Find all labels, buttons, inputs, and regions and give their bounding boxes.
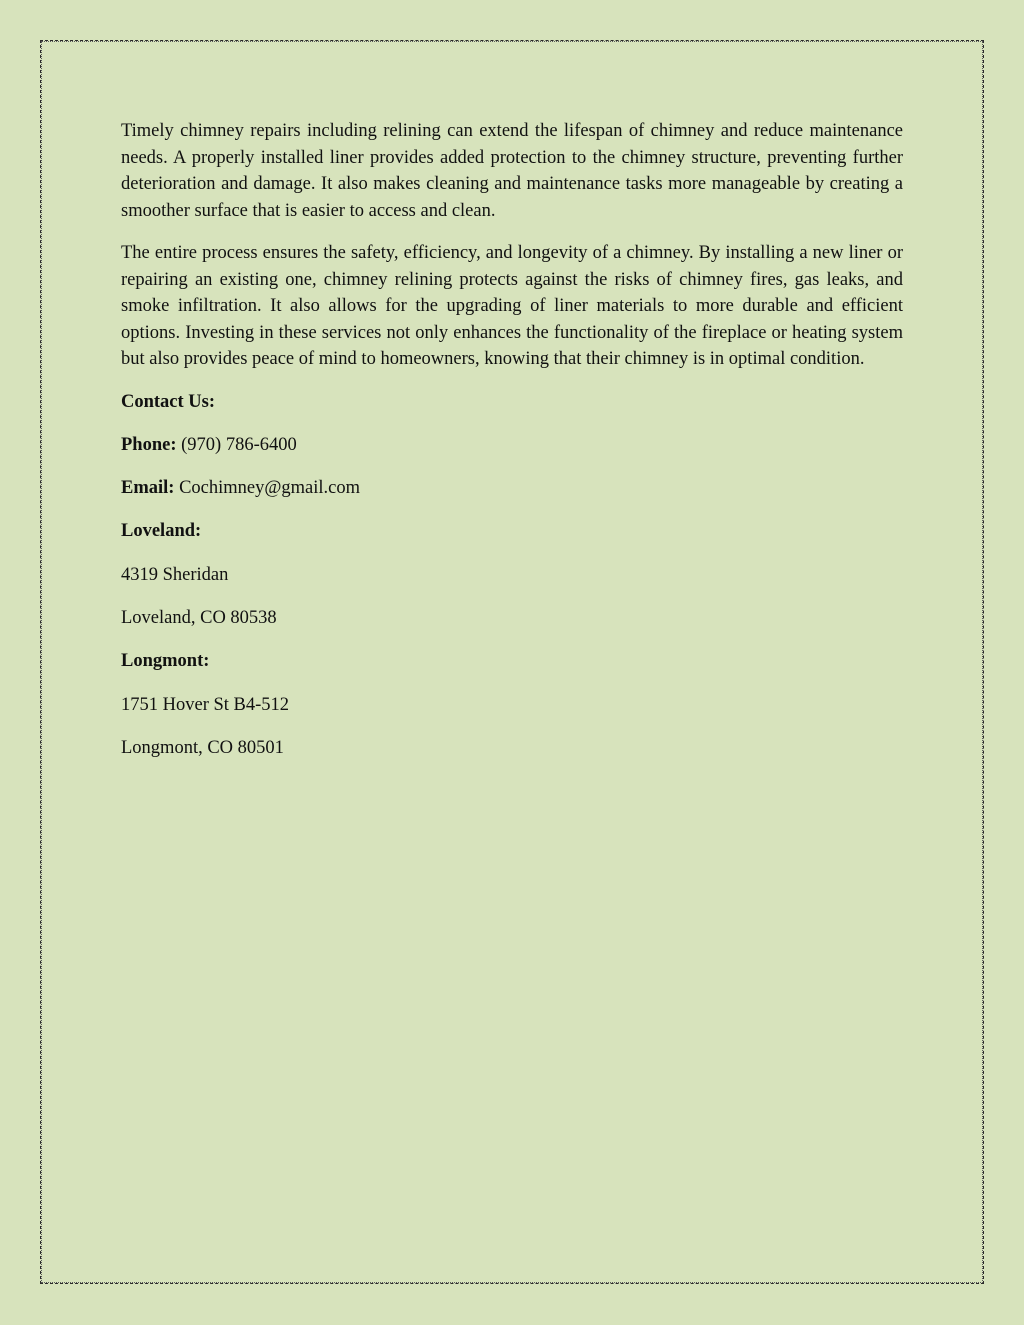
location-name-loveland: Loveland: <box>121 521 202 542</box>
document-body <box>121 118 903 778</box>
location-city-loveland: Loveland, CO 80538 <box>121 607 277 628</box>
location-street-longmont: 1751 Hover St B4-512 <box>121 694 290 715</box>
location-name-longmont: Longmont: <box>121 651 210 672</box>
email-line <box>121 475 903 518</box>
phone-number[interactable]: (970) 786-6400 <box>181 434 297 455</box>
phone-line <box>121 432 903 475</box>
paragraph-relining-benefits: Timely chimney repairs including relining can extend the lifespan of chimney and reduce maintenance needs. A properly installed liner provides added protection to the chimney structure, preventing further deterioration and damage. It also makes cleaning and maintenance tasks more manageable by creating a smoother surface that is easier to access and clean. <box>121 121 903 221</box>
location-city-longmont: Longmont, CO 80501 <box>121 737 284 758</box>
paragraph-process-overview: The entire process ensures the safety, efficiency, and longevity of a chimney. By installing a new liner or repairing an existing one, chimney relining protects against the risks of chimney fires, gas leaks, and smoke infiltration. It also allows for the upgrading of liner materials to more durable and efficient options. Investing in these services not only enhances the functionality of the fireplace or heating system but also provides peace of mind to homeowners, knowing that their chimney is in optimal condition. <box>121 243 903 369</box>
location-street-loveland: 4319 Sheridan <box>121 564 229 585</box>
email-label: Email: <box>121 478 175 499</box>
phone-label: Phone: <box>121 434 177 455</box>
email-address[interactable]: Cochimney@gmail.com <box>179 478 361 499</box>
contact-heading: Contact Us: <box>121 391 216 412</box>
